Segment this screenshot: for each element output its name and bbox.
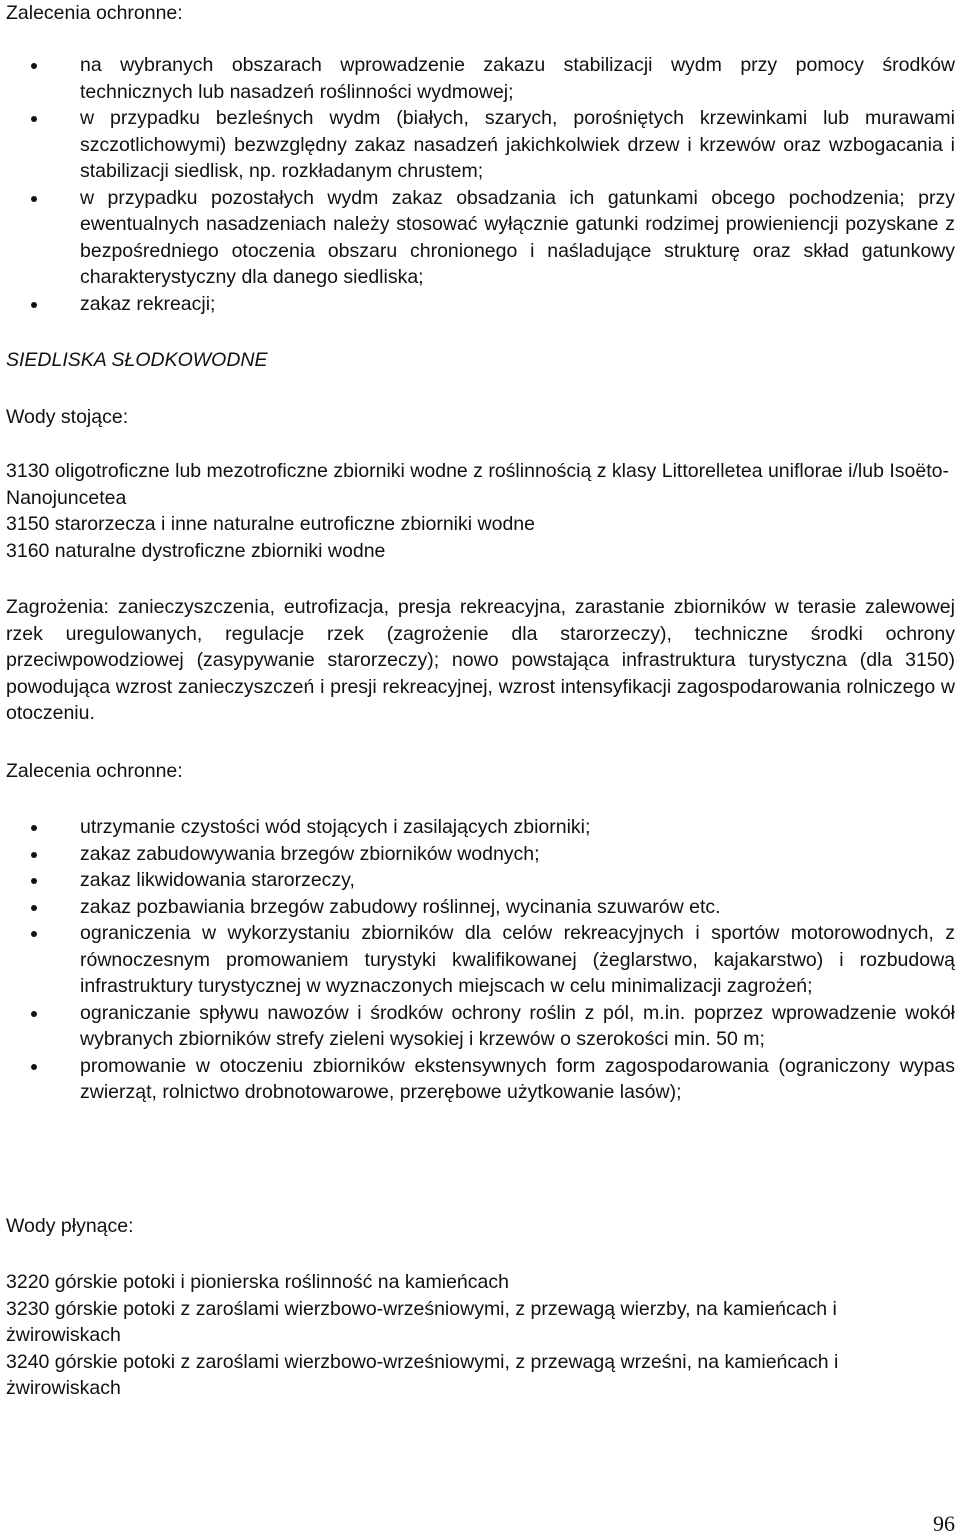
list-item: zakaz likwidowania starorzeczy,: [6, 867, 955, 894]
flowing-waters-codes: [6, 1269, 955, 1402]
habitat-code-3150: 3150 starorzecza i inne naturalne eutroficzne zbiorniki wodne: [6, 513, 535, 535]
bullet-list-standing-waters: [6, 814, 955, 1106]
habitats-title: SIEDLISKA SŁODKOWODNE: [6, 349, 268, 371]
flowing-waters-heading: Wody płynące:: [6, 1215, 134, 1237]
list-item: na wybranych obszarach wprowadzenie zakazu stabilizacji wydm przy pomocy środków technicznych lub nasadzeń roślinności wydmowej;: [6, 52, 955, 105]
page-number: 96: [933, 1511, 955, 1536]
bullet-list-dunes: [6, 52, 955, 317]
list-item: zakaz pozbawiania brzegów zabudowy roślinnej, wycinania szuwarów etc.: [6, 894, 955, 921]
list-item: ograniczenia w wykorzystaniu zbiorników dla celów rekreacyjnych i sportów motorowodnych, z równoczesnym promowaniem turystyki kwalifikowanej (żeglarstwo, kajakarstwo) i rozbudową infrastruktury turystycznej w wyznaczonych miejscach w celu minimalizacji zagrożeń;: [6, 920, 955, 1000]
section-heading-protection-recommendations-2: Zalecenia ochronne:: [6, 760, 183, 782]
standing-waters-heading: Wody stojące:: [6, 406, 129, 428]
habitat-code-3230: 3230 górskie potoki z zaroślami wierzbowo-wrześniowymi, z przewagą wierzby, na kamieńcach i żwirowiskach: [6, 1297, 837, 1346]
habitat-code-3160: 3160 naturalne dystroficzne zbiorniki wodne: [6, 539, 386, 562]
list-item: promowanie w otoczeniu zbiorników ekstensywnych form zagospodarowania (ograniczony wypas zwierząt, rolnictwo drobnotowarowe, przerębowe użytkowanie lasów);: [6, 1053, 955, 1106]
list-item: ograniczanie spływu nawozów i środków ochrony roślin z pól, m.in. poprzez wprowadzenie wokół wybranych zbiorników strefy zieleni wysokiej i krzewów o szerokości min. 50 m;: [6, 1000, 955, 1053]
list-item: w przypadku pozostałych wydm zakaz obsadzania ich gatunkami obcego pochodzenia; przy ewentualnych nasadzeniach należy stosować wyłącznie gatunki rodzimej prowieniencji pozyskane z bezpośredniego otoczenia obszaru chronionego i naśladujące strukturę oraz skład gatunkowy charakterystyczny dla danego siedliska;: [6, 185, 955, 291]
list-item: zakaz zabudowywania brzegów zbiorników wodnych;: [6, 841, 955, 868]
habitat-code-3240: 3240 górskie potoki z zaroślami wierzbowo-wrześniowymi, z przewagą wrześni, na kamieńcach i żwirowiskach: [6, 1350, 839, 1399]
section-heading-protection-recommendations-1: Zalecenia ochronne:: [6, 2, 183, 24]
standing-waters-codes: [6, 458, 955, 564]
habitat-code-3130: 3130 oligotroficzne lub mezotroficzne zbiorniki wodne z roślinnością z klasy Littorelletea uniflorae i/lub Isoëto-Nanojuncetea: [6, 460, 949, 509]
list-item: zakaz rekreacji;: [6, 291, 955, 318]
list-item: utrzymanie czystości wód stojących i zasilających zbiorniki;: [6, 814, 955, 841]
list-item: w przypadku bezleśnych wydm (białych, szarych, porośniętych krzewinkami lub murawami szczotlichowymi) bezwzględny zakaz nasadzeń jakichkolwiek drzew i krzewów oraz wzbogacania i stabilizacji siedlisk, np. rozkładanym chrustem;: [6, 105, 955, 185]
habitat-code-3220: 3220 górskie potoki i pionierska roślinność na kamieńcach: [6, 1271, 509, 1293]
threats-paragraph: Zagrożenia: zanieczyszczenia, eutrofizacja, presja rekreacyjna, zarastanie zbiorników w terasie zalewowej rzek uregulowanych, regulacje rzek (zagrożenie dla starorzeczy), techniczne środki ochrony przeciwpowodziowej (zasypywanie starorzeczy); nowo powstająca infrastruktura turystyczna (dla 3150) powodująca wzrost zanieczyszczeń i presji rekreacyjnej, wzrost intensyfikacji zagospodarowania rolniczego w otoczeniu.: [6, 596, 955, 724]
